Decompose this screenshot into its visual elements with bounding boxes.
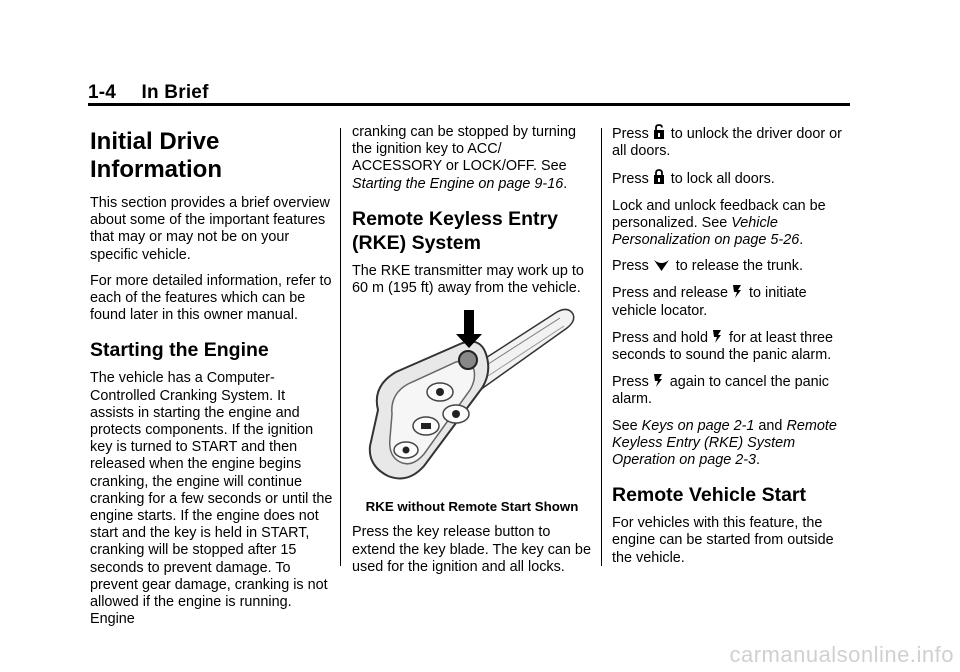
see-also-paragraph: See Keys on page 2-1 and Remote Keyless Entry (RKE) System Operation on page 2-3. xyxy=(612,417,837,469)
starting-paragraph: The vehicle has a Computer-Controlled Cranking System. It assists in starting the engine and protects components. If the ignition key is turned to START and then released when the engine begins cranking, the engine will continue cranking for a few seconds or until the engine starts. If the engine does not start and the key is held in START, cranking will be stopped after 15 seconds to prevent damage. To prevent gear damage, cranking is not allowed if the engine is running. Engine xyxy=(90,370,333,628)
key-release-paragraph: Press the key release button to extend the key blade. The key can be used for the ignition and all locks. xyxy=(352,524,591,575)
refer-paragraph: For more detailed information, refer to each of the features which can be found later in this owner manual. xyxy=(90,272,332,324)
keys-link[interactable]: Keys on page 2-1 xyxy=(641,417,755,434)
lock-icon xyxy=(653,169,665,185)
vehicle-personalization-link[interactable]: Vehicle Personalization on page 5-26 xyxy=(612,214,800,249)
unlock-button xyxy=(443,405,469,423)
panic-horn-icon xyxy=(712,329,723,344)
page-number: 1-4 xyxy=(88,82,117,103)
rke-operation-link[interactable]: Remote Keyless Entry (RKE) System Operation on page 2-3 xyxy=(612,417,837,469)
unlock-paragraph: Press to unlock the driver door or all doors. xyxy=(612,126,842,160)
trunk-button xyxy=(413,417,439,435)
remote-start-paragraph: For vehicles with this feature, the engine can be started from outside the vehicle. xyxy=(612,515,834,566)
rke-range-paragraph: The RKE transmitter may work up to 60 m (195 ft) away from the vehicle. xyxy=(352,262,584,297)
trunk-release-icon xyxy=(653,258,670,272)
panic-paragraph: Press and hold for at least three seconds to sound the panic alarm. xyxy=(612,329,833,364)
lock-button xyxy=(427,383,453,401)
lock-paragraph: Press to lock all doors. xyxy=(612,171,775,188)
page-header xyxy=(88,82,209,104)
key-release-button xyxy=(459,351,477,369)
watermark: carmanualsonline.info xyxy=(729,642,954,667)
column-2 xyxy=(352,124,592,585)
cranking-paragraph: cranking can be stopped by turning the ignition key to ACC/ ACCESSORY or LOCK/OFF. See Starting the Engine on page 9-16. xyxy=(352,124,577,192)
unlock-icon xyxy=(653,124,665,140)
rke-key-fob-illustration xyxy=(352,306,582,494)
figure-caption: RKE without Remote Start Shown xyxy=(365,499,579,515)
heading-remote-start: Remote Vehicle Start xyxy=(612,484,806,507)
heading-rke: Remote Keyless Entry (RKE) System xyxy=(352,207,558,254)
heading-starting-engine: Starting the Engine xyxy=(90,339,269,362)
starting-engine-link[interactable]: Starting the Engine on page 9-16 xyxy=(352,175,564,192)
panic-horn-icon xyxy=(653,373,664,388)
column-3 xyxy=(612,124,854,576)
section-title: In Brief xyxy=(141,82,209,103)
heading-initial-drive: Initial Drive Information xyxy=(90,128,222,183)
column-1 xyxy=(90,124,333,637)
panic-horn-icon xyxy=(732,284,743,299)
header-rule xyxy=(88,103,850,106)
personalization-paragraph: Lock and unlock feedback can be personalized. See Vehicle Personalization on page 5-26. xyxy=(612,197,826,249)
column-divider-1 xyxy=(340,128,341,566)
intro-paragraph: This section provides a brief overview about some of the important features that may or may not be on your specific vehicle. xyxy=(90,195,330,263)
trunk-paragraph: Press to release the trunk. xyxy=(612,258,803,275)
column-divider-2 xyxy=(601,128,602,566)
panic-button xyxy=(394,442,418,458)
cancel-panic-paragraph: Press again to cancel the panic alarm. xyxy=(612,374,830,408)
locator-paragraph: Press and release to initiate vehicle locator. xyxy=(612,285,807,319)
